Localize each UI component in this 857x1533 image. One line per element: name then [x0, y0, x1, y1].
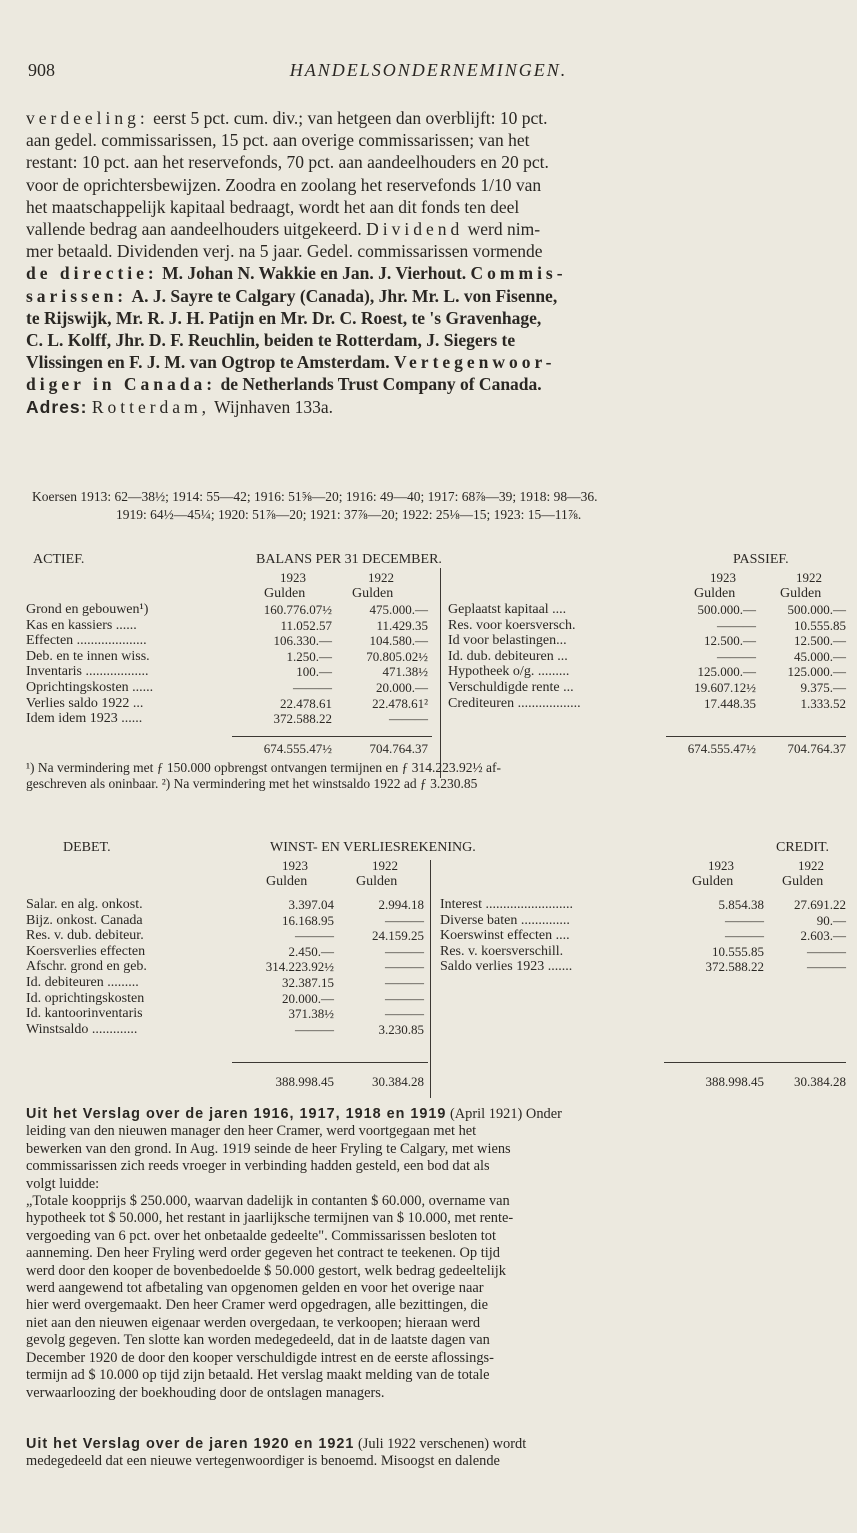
- row-label: Hypotheek o/g. .........: [448, 664, 570, 680]
- text-line: December 1920 de door den kooper verschuldigde intrest en de eerste aflossings-: [26, 1349, 494, 1366]
- year-header: 1922: [798, 858, 824, 873]
- table-row: [448, 680, 848, 696]
- value-1922: 45.000.—: [794, 648, 846, 664]
- row-label: Inventaris ..................: [26, 664, 149, 680]
- spaced-term: Vertegenwoor-: [394, 352, 556, 373]
- total-value: 704.764.37: [787, 741, 846, 756]
- text-fragment: Wijnhaven 133a.: [214, 396, 333, 417]
- value-1922: 125.000.—: [787, 664, 846, 680]
- value-1922: 24.159.25: [372, 928, 424, 944]
- table-row: [26, 649, 436, 665]
- spaced-term: Dividend: [366, 219, 464, 240]
- text-line: [26, 351, 846, 373]
- value-1922: ———: [385, 974, 424, 990]
- value-1922: ———: [807, 943, 846, 959]
- value-1923: ———: [717, 617, 756, 633]
- value-1922: 471.38½: [382, 664, 428, 680]
- unit-header: Gulden: [782, 873, 824, 889]
- value-1923: ———: [725, 928, 764, 944]
- row-label: Idem idem 1923 ......: [26, 711, 143, 727]
- row-label: Id voor belastingen...: [448, 633, 567, 649]
- row-label: Deb. en te innen wiss.: [26, 648, 150, 664]
- value-1923: 125.000.—: [697, 664, 756, 680]
- spaced-term: sarissen:: [26, 285, 128, 306]
- text-line: [26, 1436, 846, 1453]
- value-1923: 160.776.07½: [263, 602, 332, 617]
- table-row: [26, 711, 436, 727]
- value-1923: 19.607.12½: [694, 679, 756, 695]
- table-row: [26, 664, 436, 680]
- text-line: C. L. Kolff, Jhr. D. F. Reuchlin, beiden te Rotterdam, J. Siegers te: [26, 330, 516, 351]
- text-fragment: M. Johan N. Wakkie en Jan. J. Vierhout.: [162, 263, 467, 284]
- value-1923: ———: [717, 648, 756, 664]
- table-row: [448, 696, 848, 712]
- unit-header: Gulden: [266, 873, 308, 889]
- unit-header: Gulden: [694, 585, 736, 601]
- value-1923: 100.—: [296, 664, 332, 680]
- value-1923: ———: [295, 1021, 334, 1037]
- balans-left-total: [26, 741, 436, 757]
- value-1922: 475.000.—: [369, 602, 428, 617]
- table-row: [26, 618, 436, 634]
- table-row: [26, 1022, 436, 1038]
- row-label: Res. voor koersversch.: [448, 617, 576, 633]
- text-line: gevolg gegeven. Ten slotte kan worden medegedeeld, dat in de laatste dagen van: [26, 1332, 490, 1349]
- row-label: Res. v. koersverschill.: [440, 943, 564, 959]
- total-value: 674.555.47½: [687, 741, 756, 756]
- text-line: werd door den kooper de bovenbedoelde $ 50.000 gestort, welk bedrag gedeeltelijk: [26, 1262, 506, 1279]
- winst-right-title: CREDIT.: [776, 840, 830, 855]
- row-label: Diverse baten ..............: [440, 912, 570, 928]
- table-row: [26, 928, 436, 944]
- footnote: geschreven als oninbaar. ²) Na vermindering met het winstsaldo 1922 ad ƒ 3.230.85: [26, 776, 478, 791]
- report-1916-1919: [26, 1106, 846, 1402]
- balans-left-columns-header: [26, 570, 446, 601]
- text-line: volgt luidde:: [26, 1175, 100, 1192]
- value-1923: 12.500.—: [704, 633, 756, 649]
- spaced-term: Rotterdam,: [91, 396, 211, 417]
- value-1922: 2.603.—: [800, 928, 846, 944]
- text-line: [26, 1106, 846, 1123]
- row-label: Grond en gebouwen¹): [26, 602, 149, 617]
- text-line: aanneming. Den heer Fryling werd order gegeven het contract te teekenen. Op tijd: [26, 1245, 500, 1262]
- value-1923: ———: [295, 928, 334, 944]
- table-row: [26, 959, 436, 975]
- table-row: [26, 991, 436, 1007]
- text-line: restant: 10 pct. aan het reservefonds, 70 pct. aan aandeelhouders en 20 pct.: [26, 152, 549, 173]
- value-1922: ———: [807, 959, 846, 975]
- table-row: [26, 680, 436, 696]
- balans-left-table: [26, 602, 436, 727]
- value-1922: 10.555.85: [794, 617, 846, 633]
- text-fragment: (April 1921) Onder: [450, 1106, 562, 1122]
- text-line: [26, 107, 846, 129]
- spaced-term: Commis-: [470, 263, 567, 284]
- value-1923: 372.588.22: [705, 959, 764, 975]
- column-divider: [440, 568, 441, 778]
- company-description: [26, 107, 846, 418]
- text-line: leiding van den nieuwen manager den heer Cramer, werd voortgegaan met het: [26, 1123, 477, 1140]
- footnote: ¹) Na vermindering met ƒ 150.000 opbrengst ontvangen termijnen en ƒ 314.223.92½ af-: [26, 760, 501, 775]
- table-row: [26, 944, 436, 960]
- table-row: [440, 913, 848, 929]
- balans-title: BALANS PER 31 DECEMBER.: [256, 552, 442, 567]
- spaced-term: verdeeling:: [26, 108, 149, 128]
- table-row: [26, 602, 436, 618]
- text-fragment: de Netherlands Trust Company of Canada.: [220, 374, 542, 395]
- year-header: 1922: [796, 570, 822, 585]
- table-row: [448, 664, 848, 680]
- total-rule: [232, 736, 432, 737]
- row-label: Effecten ....................: [26, 633, 147, 649]
- value-1923: 3.397.04: [288, 897, 334, 912]
- table-row: [448, 618, 848, 634]
- row-label: Oprichtingskosten ......: [26, 679, 154, 695]
- text-line: hier werd overgemaakt. Den heer Cramer werd opgedragen, alle bezittingen, die: [26, 1297, 489, 1314]
- spaced-term: de directie:: [26, 263, 158, 284]
- text-line: verwaarloozing der boekhouding door de ontslagen managers.: [26, 1384, 385, 1401]
- row-label: Bijz. onkost. Canada: [26, 912, 143, 928]
- balans-right-title: PASSIEF.: [733, 552, 789, 567]
- row-label: Verlies saldo 1922 ...: [26, 695, 144, 711]
- total-rule: [666, 736, 846, 737]
- table-row: [26, 975, 436, 991]
- table-row: [448, 633, 848, 649]
- value-1923: 10.555.85: [712, 943, 764, 959]
- table-row: [26, 1006, 436, 1022]
- text-line: het maatschappelijk kapitaal bedraagt, wordt het aan dit fonds ten deel: [26, 196, 520, 217]
- text-line: [26, 285, 846, 307]
- value-1922: ———: [385, 912, 424, 928]
- total-value: 704.764.37: [369, 741, 428, 756]
- winst-right-table: [440, 897, 848, 975]
- table-row: [26, 897, 436, 913]
- value-1922: 70.805.02½: [366, 648, 428, 664]
- koersen-line: 1919: 64½—45¼; 1920: 51⅞—20; 1921: 37⅞—20; 1922: 25⅛—15; 1923: 15—11⅞.: [116, 507, 582, 522]
- text-line: [26, 373, 846, 395]
- value-1922: 9.375.—: [800, 679, 846, 695]
- table-row: [440, 959, 848, 975]
- text-line: [26, 396, 846, 418]
- row-label: Kas en kassiers ......: [26, 617, 137, 633]
- value-1923: 17.448.35: [704, 695, 756, 711]
- share-prices: [32, 488, 850, 524]
- text-line: werd aangewend tot afbetaling van opgenomen gelden en voor het overige naar: [26, 1280, 484, 1297]
- text-line: te Rijswijk, Mr. R. J. H. Patijn en Mr. Dr. C. Roest, te 's Gravenhage,: [26, 307, 542, 328]
- winst-left-table: [26, 897, 436, 1037]
- text-fragment: A. J. Sayre te Calgary (Canada), Jhr. Mr. L. von Fisenne,: [131, 285, 558, 306]
- year-header: 1923: [708, 858, 734, 873]
- text-fragment: vallende bedrag aan aandeelhouders uitgekeerd.: [26, 219, 362, 240]
- page-number: 908: [28, 60, 55, 80]
- koersen-line: Koersen 1913: 62—38½; 1914: 55—42; 1916: 51⅝—20; 1916: 49—40; 1917: 68⅞—39; 1918: 98—36.: [32, 489, 598, 504]
- text-line: vergoeding van 6 pct. over het onbetaalde gedeelte". Commissarissen besloten tot: [26, 1227, 496, 1244]
- table-row: [440, 897, 848, 913]
- unit-header: Gulden: [352, 585, 394, 601]
- page-header: [0, 60, 857, 86]
- value-1922: 20.000.—: [376, 679, 428, 695]
- value-1923: 16.168.95: [282, 912, 334, 928]
- text-line: aan gedel. commissarissen, 15 pct. aan overige commissarissen; van het: [26, 130, 530, 151]
- text-line: voor de oprichtersbewijzen. Zoodra en zoolang het reservefonds 1/10 van: [26, 174, 542, 195]
- total-value: 30.384.28: [372, 1074, 424, 1089]
- value-1923: 5.854.38: [718, 897, 764, 912]
- value-1922: ———: [389, 711, 428, 727]
- report-heading: Uit het Verslag over de jaren 1920 en 1921: [26, 1436, 355, 1452]
- winst-title: WINST- EN VERLIESREKENING.: [270, 840, 476, 855]
- row-label: Id. dub. debiteuren ...: [448, 648, 568, 664]
- value-1922: 104.580.—: [369, 633, 428, 649]
- year-header: 1923: [282, 858, 308, 873]
- unit-header: Gulden: [780, 585, 822, 601]
- row-label: Koerswinst effecten ....: [440, 928, 570, 944]
- value-1922: 90.—: [816, 912, 846, 928]
- value-1922: 1.333.52: [800, 695, 846, 711]
- text-line: hypotheek tot $ 50.000, het restant in jaarlijksche termijnen van $ 10.000, met rente-: [26, 1210, 514, 1227]
- address-label: Adres:: [26, 396, 88, 417]
- total-value: 30.384.28: [794, 1074, 846, 1089]
- text-line: mer betaald. Dividenden verj. na 5 jaar. Gedel. commissarissen vormende: [26, 241, 543, 262]
- value-1923: 500.000.—: [697, 602, 756, 617]
- row-label: Koersverlies effecten: [26, 943, 146, 959]
- row-label: Salar. en alg. onkost.: [26, 897, 143, 912]
- text-line: commissarissen zich reeds vroeger in verbinding hadden gesteld, een bod dat als: [26, 1158, 490, 1175]
- balans-right-total: [448, 741, 848, 757]
- balans-right-table: [448, 602, 848, 711]
- total-rule: [232, 1062, 428, 1063]
- winst-right-columns-header: [440, 858, 848, 889]
- value-1923: 22.478.61: [280, 695, 332, 711]
- table-row: [26, 913, 436, 929]
- value-1922: 27.691.22: [794, 897, 846, 912]
- row-label: Verschuldigde rente ...: [448, 679, 574, 695]
- total-value: 388.998.45: [705, 1074, 764, 1089]
- value-1923: 20.000.—: [282, 990, 334, 1006]
- value-1922: ———: [385, 943, 424, 959]
- value-1922: 12.500.—: [794, 633, 846, 649]
- year-header: 1923: [280, 570, 306, 585]
- unit-header: Gulden: [264, 585, 306, 601]
- row-label: Winstsaldo .............: [26, 1021, 138, 1037]
- row-label: Id. oprichtingskosten: [26, 990, 145, 1006]
- table-row: [448, 602, 848, 618]
- value-1923: 371.38½: [288, 1006, 334, 1022]
- total-value: 388.998.45: [275, 1074, 334, 1089]
- balans-right-columns-header: [448, 570, 848, 601]
- year-header: 1922: [372, 858, 398, 873]
- value-1923: ———: [293, 679, 332, 695]
- column-divider: [430, 860, 431, 1098]
- value-1922: 11.429.35: [376, 617, 428, 633]
- running-title: HANDELSONDERNEMINGEN.: [289, 60, 568, 80]
- spaced-term: diger in Canada:: [26, 374, 217, 395]
- value-1922: ———: [385, 1006, 424, 1022]
- text-line: „Totale koopprijs $ 250.000, waarvan dadelijk in contanten $ 60.000, overname van: [26, 1193, 510, 1210]
- text-line: niet aan den nieuwen eigenaar werden overgedaan, te verkoopen; hieraan werd: [26, 1314, 481, 1331]
- row-label: Crediteuren ..................: [448, 695, 581, 711]
- row-label: Res. v. dub. debiteur.: [26, 928, 144, 944]
- text-fragment: Vlissingen en F. J. M. van Ogtrop te Amsterdam.: [26, 352, 390, 373]
- row-label: Afschr. grond en geb.: [26, 959, 147, 975]
- unit-header: Gulden: [692, 873, 734, 889]
- year-header: 1922: [368, 570, 394, 585]
- value-1922: ———: [385, 959, 424, 975]
- winst-left-columns-header: [26, 858, 446, 889]
- report-heading: Uit het Verslag over de jaren 1916, 1917, 1918 en 1919: [26, 1106, 447, 1122]
- text-line: [26, 218, 846, 240]
- winst-left-total: [26, 1074, 436, 1090]
- value-1923: 314.223.92½: [265, 959, 334, 975]
- unit-header: Gulden: [356, 873, 398, 889]
- row-label: Geplaatst kapitaal ....: [448, 602, 567, 617]
- value-1922: 3.230.85: [378, 1021, 424, 1037]
- year-header: 1923: [710, 570, 736, 585]
- table-row: [448, 649, 848, 665]
- value-1922: ———: [385, 990, 424, 1006]
- balans-left-title: ACTIEF.: [33, 552, 85, 567]
- table-row: [440, 928, 848, 944]
- row-label: Saldo verlies 1923 .......: [440, 959, 573, 975]
- value-1922: 500.000.—: [787, 602, 846, 617]
- text-fragment: eerst 5 pct. cum. div.; van hetgeen dan overblijft: 10 pct.: [153, 108, 548, 128]
- text-line: [26, 262, 846, 284]
- table-row: [26, 633, 436, 649]
- value-1923: ———: [725, 912, 764, 928]
- row-label: Interest .........................: [440, 897, 573, 912]
- text-line: termijn ad $ 10.000 op tijd zijn betaald. Het verslag maakt melding van de totale: [26, 1367, 490, 1384]
- winst-right-total: [440, 1074, 848, 1090]
- row-label: Id. debiteuren .........: [26, 974, 139, 990]
- value-1922: 2.994.18: [378, 897, 424, 912]
- report-1920-1921: [26, 1436, 846, 1471]
- total-value: 674.555.47½: [263, 741, 332, 756]
- value-1923: 372.588.22: [273, 711, 332, 727]
- text-line: medegedeeld dat een nieuwe vertegenwoordiger is benoemd. Misoogst en dalende: [26, 1453, 500, 1470]
- value-1923: 1.250.—: [286, 648, 332, 664]
- text-line: bewerken van den grond. In Aug. 1919 seinde de heer Fryling te Calgary, met wiens: [26, 1140, 511, 1157]
- text-fragment: (Juli 1922 verschenen) wordt: [357, 1436, 527, 1452]
- value-1922: 22.478.61²: [372, 695, 428, 711]
- value-1923: 2.450.—: [288, 943, 334, 959]
- balans-footnotes: [26, 760, 846, 792]
- winst-left-title: DEBET.: [63, 840, 111, 855]
- row-label: Id. kantoorinventaris: [26, 1006, 143, 1022]
- total-rule: [664, 1062, 846, 1063]
- value-1923: 106.330.—: [273, 633, 332, 649]
- value-1923: 32.387.15: [282, 974, 334, 990]
- value-1923: 11.052.57: [280, 617, 332, 633]
- table-row: [440, 944, 848, 960]
- text-fragment: werd nim-: [467, 219, 541, 240]
- table-row: [26, 696, 436, 712]
